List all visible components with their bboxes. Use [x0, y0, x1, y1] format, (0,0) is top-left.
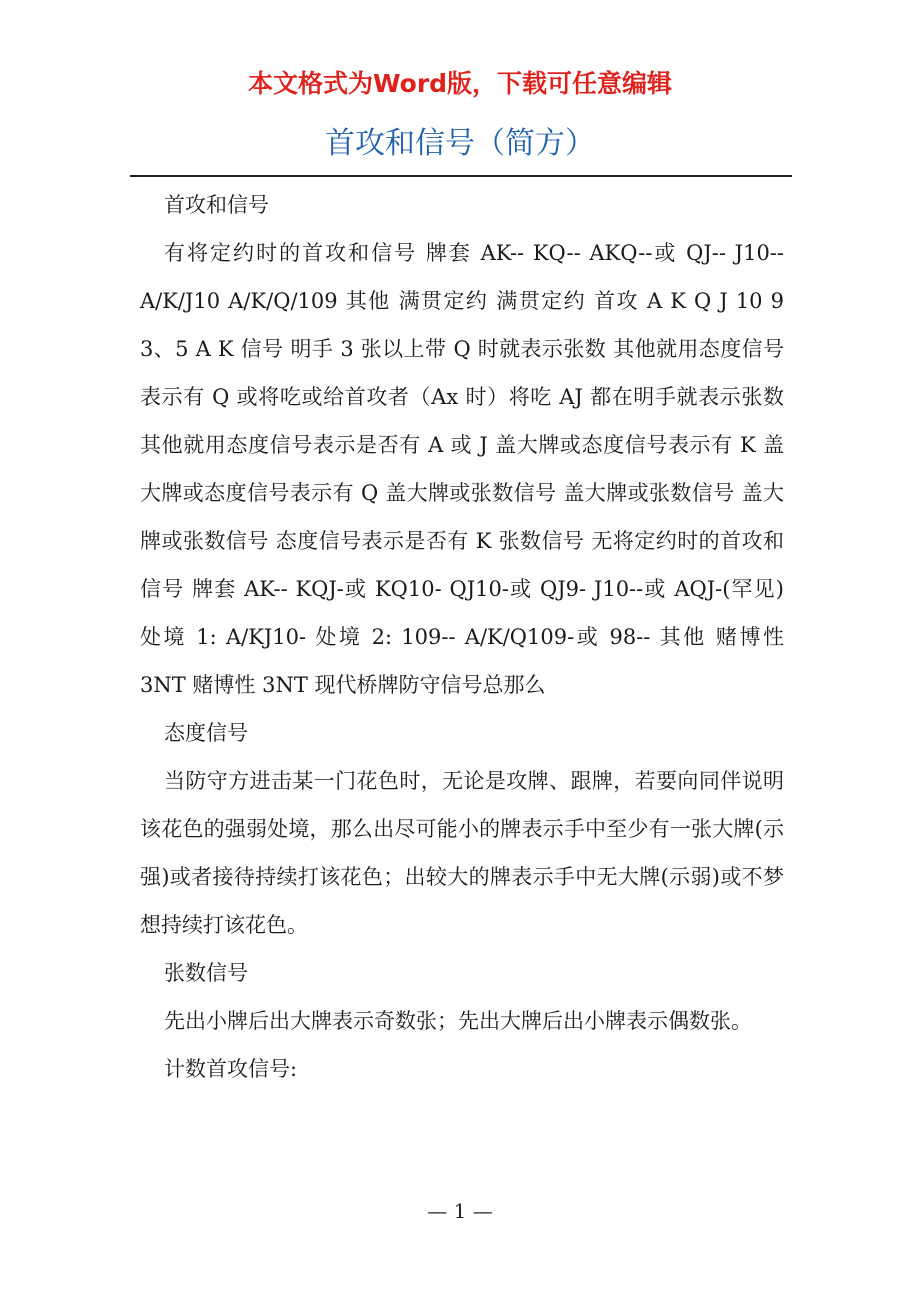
page-number: — 1 — — [427, 1199, 493, 1223]
body-paragraph: 先出小牌后出大牌表示奇数张；先出大牌后出小牌表示偶数张。 — [164, 1009, 752, 1033]
page-title: 首攻和信号（简方） — [325, 126, 595, 161]
body-paragraph: 当防守方进击某一门花色时，无论是攻牌、跟牌，若要向同伴说明该花色的强弱处境，那么出尽可能小的牌表示手中至少有一张大牌(示强)或者接待持续打该花色；出较大的牌表示手中无大牌(示弱)或不梦想持续打该花色。 — [140, 769, 784, 937]
section-heading: 态度信号 — [164, 721, 248, 745]
section-heading: 张数信号 — [164, 961, 248, 985]
title-divider — [130, 175, 792, 177]
section-heading: 计数首攻信号: — [164, 1057, 298, 1081]
download-banner: 本文格式为Word版，下载可任意编辑 — [247, 69, 673, 98]
document-body — [140, 181, 784, 1093]
section-heading: 首攻和信号 — [164, 193, 269, 217]
body-paragraph: 有将定约时的首攻和信号 牌套 AK-- KQ-- AKQ--或 QJ-- J10-- A/K/J10 A/K/Q/109 其他 满贯定约 满贯定约 首攻 A K Q J 10 9 3、5 A K 信号 明手 3 张以上带 Q 时就表示张数 其他就用态度信号表示有 Q 或将吃或给首攻者（Ax 时）将吃 AJ 都在明手就表示张数 其他就用态度信号表示是否有 A 或 J 盖大牌或态度信号表示有 K 盖大牌或态度信号表示有 Q 盖大牌或张数信号 盖大牌或张数信号 盖大牌或张数信号 态度信号表示是否有 K 张数信号 无将定约时的首攻和信号 牌套 AK-- KQJ-或 KQ10- QJ10-或 QJ9- J10--或 AQJ-(罕见) 处境 1: A/KJ10- 处境 2: 109-- A/K/Q109-或 98-- 其他 赌博性 3NT 赌博性 3NT 现代桥牌防守信号总那么 — [140, 241, 784, 697]
